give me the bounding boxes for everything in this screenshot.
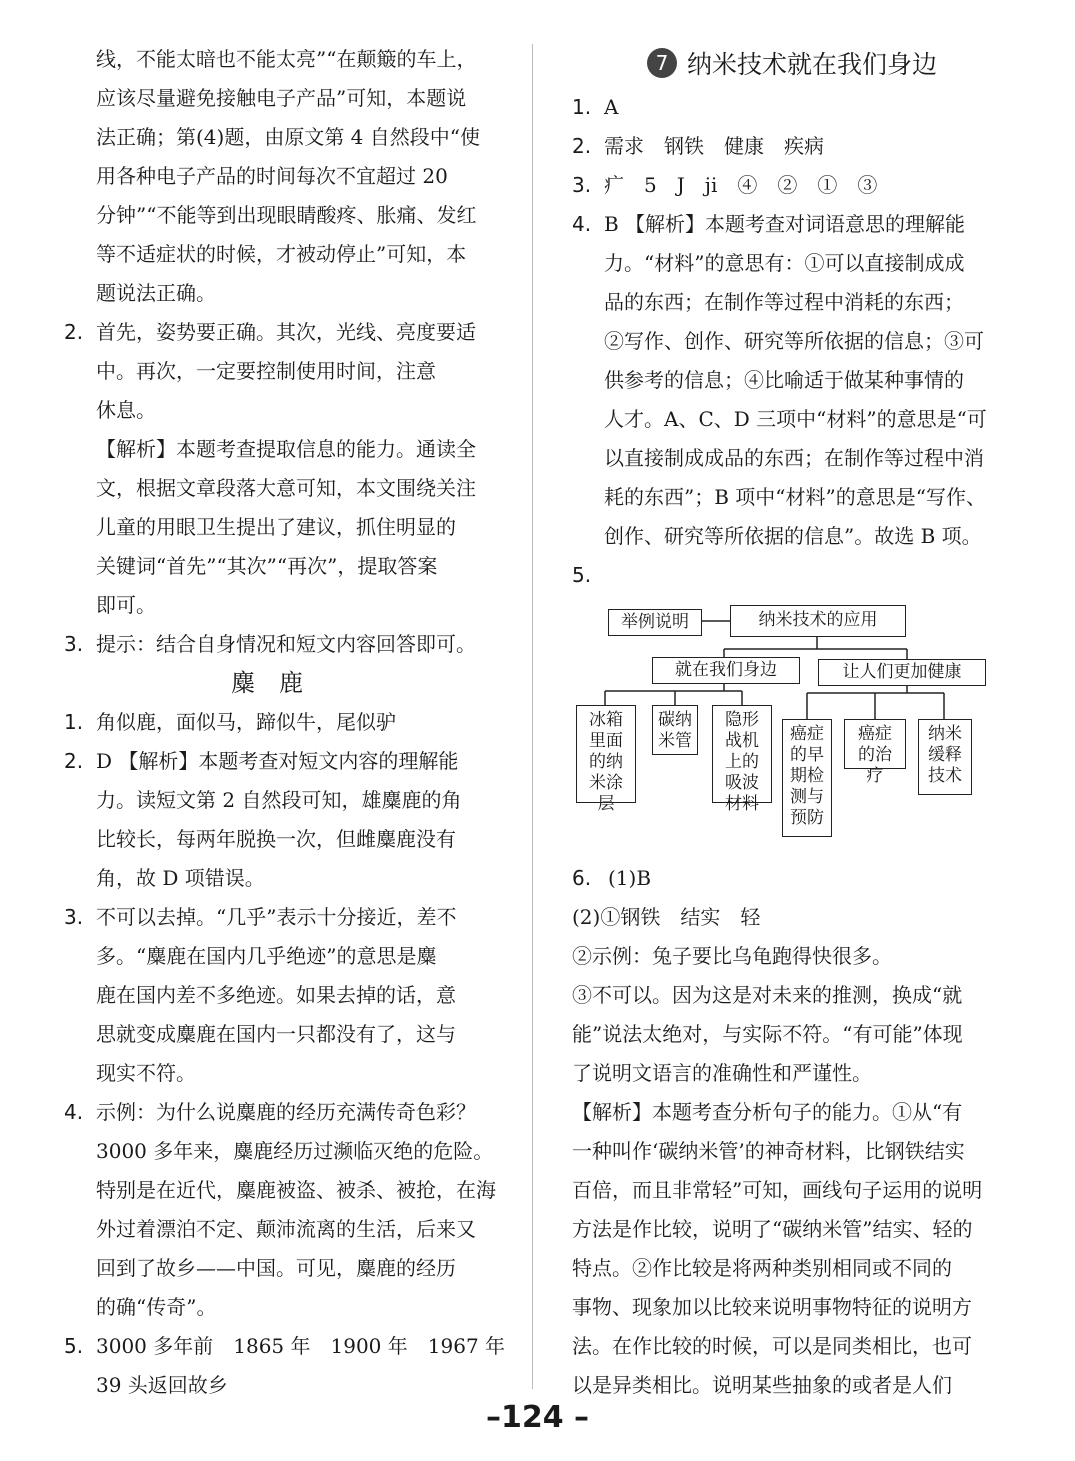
answer-item (572, 205, 1012, 244)
text-line: 应该尽量避免接触电子产品”可知，本题说 (96, 86, 467, 110)
leaf-box: 癌症的早期检测与预防 (782, 719, 832, 837)
nano-answers (572, 88, 1012, 595)
text-line: 法正确；第(4)题，由原文第 4 自然段中“使 (96, 125, 480, 149)
text-line: 以直接制成成品的东西；在制作等过程中消 (604, 446, 984, 470)
answer-item (572, 859, 1012, 898)
leaf-box: 纳米缓释技术 (918, 719, 972, 795)
answer-item (64, 1327, 506, 1366)
answer-item (64, 625, 494, 664)
text-line: 方法是作比较，说明了“碳纳米管”结实、轻的 (572, 1217, 973, 1241)
answer-text: 角似鹿，面似马，蹄似牛，尾似驴 (96, 710, 396, 734)
continued-answer (64, 40, 494, 313)
text-line: 分钟”“不能等到出现眼睛酸疼、胀痛、发红 (96, 203, 477, 227)
root-box: 纳米技术的应用 (730, 605, 906, 637)
answer-item (64, 742, 494, 781)
answer-item (572, 556, 1012, 595)
answer-text: B 【解析】本题考查对词语意思的理解能 (604, 212, 966, 236)
text-line: 39 头返回故乡 (96, 1373, 228, 1397)
text-line: 特别是在近代，麋鹿被盗、被杀、被抢，在海 (96, 1178, 496, 1202)
text-line: 即可。 (96, 593, 156, 617)
answer-item (572, 166, 1012, 205)
item-number: 5. (64, 1334, 84, 1358)
item-number: 4. (572, 212, 592, 236)
section-title-milu: 麋鹿 (231, 669, 327, 697)
answer-text: 首先，姿势要正确。其次，光线、亮度要适 (96, 320, 476, 344)
text-line: 了说明文语言的准确性和严谨性。 (572, 1061, 872, 1085)
text-line: 鹿在国内差不多绝迹。如果去掉的话，意 (96, 983, 456, 1007)
milu-answers (64, 703, 506, 1405)
answer-text: D 【解析】本题考查对短文内容的理解能 (96, 749, 459, 773)
text-line: 休息。 (96, 398, 156, 422)
text-line: 回到了故乡——中国。可见，麋鹿的经历 (96, 1256, 456, 1280)
item-number: 3. (64, 632, 84, 656)
answer-text: (1)B (608, 866, 652, 890)
text-line: 儿童的用眼卫生提出了建议，抓住明显的 (96, 515, 456, 539)
answer-text: 疒 5 J ji ④ ② ① ③ (604, 173, 878, 197)
right-column (572, 40, 1012, 1405)
text-line: 力。读短文第 2 自然段可知，雄麋鹿的角 (96, 788, 462, 812)
text-line: 多。“麋鹿在国内几乎绝迹”的意思是麋 (96, 944, 437, 968)
item-number: 2. (64, 320, 84, 344)
leaf-box: 隐形战机上的吸波材料 (712, 705, 772, 803)
text-line: 耗的东西”；B 项中“材料”的意思是“写作、 (604, 485, 986, 509)
answer-item (64, 898, 494, 937)
item-number: 3. (64, 905, 84, 929)
item-number: 2. (572, 134, 592, 158)
item-number: 5. (572, 563, 592, 587)
text-line: ②写作、创作、研究等所依据的信息；③可 (604, 329, 984, 353)
answer-item (64, 1093, 494, 1132)
text-line: 百倍，而且非常轻”可知，画线句子运用的说明 (572, 1178, 983, 1202)
section-heading (572, 38, 1012, 88)
text-line: 品的东西；在制作等过程中消耗的东西； (604, 290, 964, 314)
text-line: 题说法正确。 (96, 281, 216, 305)
q6-continued (572, 898, 1012, 1405)
text-line: 的确“传奇”。 (96, 1295, 217, 1319)
text-line: ②示例：兔子要比乌龟跑得快很多。 (572, 944, 892, 968)
text-line: 思就变成麋鹿在国内一只都没有了，这与 (96, 1022, 456, 1046)
text-line: 线，不能太暗也不能太亮”“在颠簸的车上， (96, 47, 477, 71)
text-line: 中。再次，一定要控制使用时间，注意 (96, 359, 436, 383)
answer-text: 3000 多年前 1865 年 1900 年 1967 年 (96, 1334, 506, 1358)
text-line: 文，根据文章段落大意可知，本文围绕关注 (96, 476, 476, 500)
answer-text: A (604, 95, 619, 119)
text-line: 一种叫作‘碳纳米管’的神奇材料，比钢铁结实 (572, 1139, 965, 1163)
text-line: 能”说法太绝对，与实际不符。“有可能”体现 (572, 1022, 963, 1046)
answer-text: 需求 钢铁 健康 疾病 (604, 134, 824, 158)
item-number: 2. (64, 749, 84, 773)
text-line: 事物、现象加以比较来说明事物特征的说明方 (572, 1295, 972, 1319)
item-number: 1. (572, 95, 592, 119)
answer-item (64, 313, 494, 352)
text-line: 法。在作比较的时候，可以是同类相比，也可 (572, 1334, 972, 1358)
text-line: 人才。A、C、D 三项中“材料”的意思是“可 (604, 407, 987, 431)
text-line: 力。“材料”的意思有：①可以直接制成成 (604, 251, 965, 275)
branch-box-daily: 就在我们身边 (652, 657, 800, 684)
answer-text: 示例：为什么说麋鹿的经历充满传奇色彩？ (96, 1100, 476, 1124)
text-line: 关键词“首先”“其次”“再次”，提取答案 (96, 554, 438, 578)
text-line: 供参考的信息；④比喻适于做某种事情的 (604, 368, 964, 392)
item-number: 6. (572, 866, 592, 890)
page-number: –124 – (485, 1400, 590, 1435)
answer-text: 不可以去掉。“几乎”表示十分接近，差不 (96, 905, 457, 929)
column-divider (532, 44, 533, 1389)
side-label-box: 举例说明 (608, 609, 702, 636)
answer-text: 提示：结合自身情况和短文内容回答即可。 (96, 632, 476, 656)
item-number: 3. (572, 173, 592, 197)
text-line: 现实不符。 (96, 1061, 196, 1085)
text-line: 创作、研究等所依据的信息”。故选 B 项。 (604, 524, 982, 548)
leaf-box: 癌症的治疗 (844, 719, 906, 769)
answer-item (64, 703, 494, 742)
text-line: (2)①钢铁 结实 轻 (572, 905, 761, 929)
section-number-badge: 7 (647, 48, 677, 78)
left-column (64, 40, 506, 1405)
leaf-box: 冰箱里面的纳米涂层 (576, 705, 636, 803)
text-line: 以是异类相比。说明某些抽象的或者是人们 (572, 1373, 952, 1397)
text-line: 特点。②作比较是将两种类别相同或不同的 (572, 1256, 952, 1280)
concept-diagram (572, 599, 1012, 859)
leaf-box: 碳纳米管 (652, 705, 698, 755)
item-number: 1. (64, 710, 84, 734)
answer-item (572, 88, 1012, 127)
text-line: 等不适症状的时候，才被动停止”可知，本 (96, 242, 467, 266)
text-line: ③不可以。因为这是对未来的推测，换成“就 (572, 983, 963, 1007)
text-line: 比较长，每两年脱换一次，但雌麋鹿没有 (96, 827, 456, 851)
text-line: 外过着漂泊不定、颠沛流离的生活，后来又 (96, 1217, 476, 1241)
item-number: 4. (64, 1100, 84, 1124)
answer-item (572, 127, 1012, 166)
text-line: 用各种电子产品的时间每次不宜超过 20 (96, 164, 448, 188)
text-line: 角，故 D 项错误。 (96, 866, 265, 890)
text-line: 【解析】本题考查分析句子的能力。①从“有 (572, 1100, 963, 1124)
text-line: 3000 多年来，麋鹿经历过濒临灭绝的危险。 (96, 1139, 494, 1163)
branch-box-health: 让人们更加健康 (818, 659, 986, 686)
section-title: 纳米技术就在我们身边 (686, 50, 937, 79)
text-line: 【解析】本题考查提取信息的能力。通读全 (96, 437, 476, 461)
